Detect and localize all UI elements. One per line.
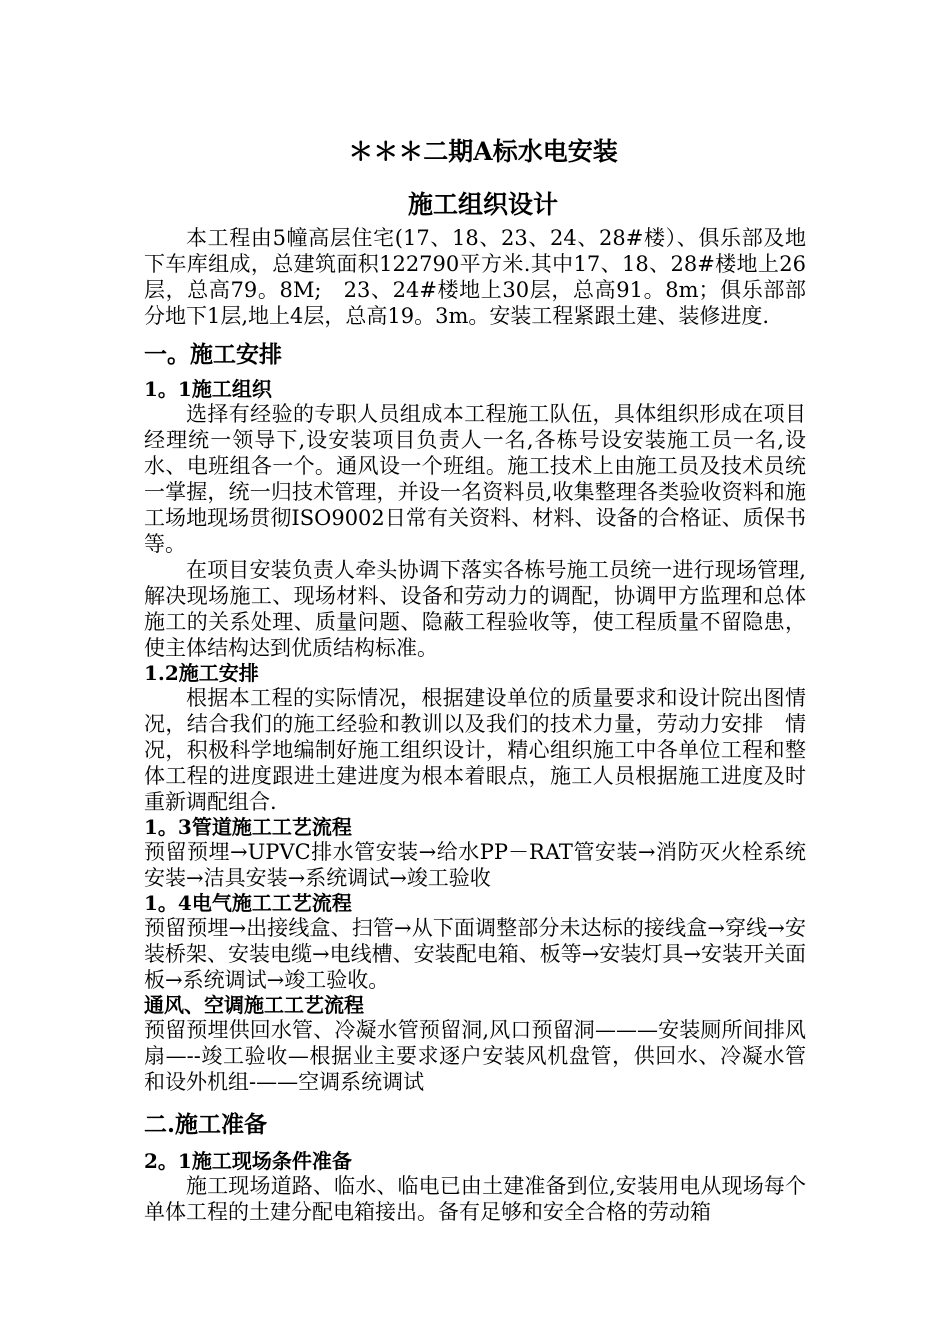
section-1-3-heading: 1。3管道施工工艺流程 [144, 815, 352, 839]
document-title: ＊＊＊二期A标水电安装 [348, 137, 618, 166]
section-1-5-heading: 通风、空调施工工艺流程 [144, 993, 364, 1017]
section-1-2-paragraph: 根据本工程的实际情况，根据建设单位的质量要求和设计院出图情况，结合我们的施工经验和教训以及我们的技术力量，劳动力安排 情况，积极科学地编制好施工组织设计，精心组织施工中各单位工程和整体工程的进度跟进土建进度为根本着眼点，施工人员根据施工进度及时重新调配组合. [144, 686, 806, 814]
section-1-4-heading: 1。4电气施工工艺流程 [144, 891, 352, 915]
section-2-1-heading: 2。1施工现场条件准备 [144, 1149, 352, 1173]
section-1-heading: 一。施工安排 [144, 341, 282, 368]
section-1-3-paragraph: 预留预埋→UPVC排水管安装→给水PP－RAT管安装→消防灭火栓系统安装→洁具安装→系统调试→竣工验收 [144, 840, 806, 890]
section-2-1-paragraph: 施工现场道路、临水、临电已由土建准备到位,安装用电从现场每个单体工程的土建分配电箱接出。备有足够和安全合格的劳动箱 [144, 1174, 806, 1224]
section-2-heading: 二.施工准备 [144, 1111, 268, 1138]
section-1-1-paragraph-2: 在项目安装负责人牵头协调下落实各栋号施工员统一进行现场管理,解决现场施工、现场材料、设备和劳动力的调配，协调甲方监理和总体施工的关系处理、质量问题、隐蔽工程验收等，使工程质量不留隐患，使主体结构达到优质结构标准。 [144, 558, 806, 660]
section-1-1-paragraph-1: 选择有经验的专职人员组成本工程施工队伍，具体组织形成在项目经理统一领导下,设安装项目负责人一名,各栋号设安装施工员一名,设水、电班组各一个。通风设一个班组。施工技术上由施工员及技术员统一掌握，统一归技术管理，并设一名资料员,收集整理各类验收资料和施工场地现场贯彻ISO9002日常有关资料、材料、设备的合格证、质保书等。 [144, 402, 806, 556]
section-1-2-heading: 1.2施工安排 [144, 661, 259, 685]
section-1-5-paragraph: 预留预埋供回水管、冷凝水管预留洞,风口预留洞———安装厕所间排风扇—--竣工验收—根据业主要求逐户安装风机盘管，供回水、冷凝水管和设外机组-——空调系统调试 [144, 1018, 806, 1094]
intro-paragraph: 本工程由5幢高层住宅(17、18、23、24、28#楼）、俱乐部及地下车库组成，总建筑面积122790平方米.其中17、18、28#楼地上26层，总高79。8M; 23、24#楼地上30层，总高91。8m；俱乐部部分地下1层,地上4层，总高19。3m。安装工程紧跟土建、装修进度. [144, 226, 806, 328]
section-1-4-paragraph: 预留预埋→出接线盒、扫管→从下面调整部分未达标的接线盒→穿线→安装桥架、安装电缆→电线槽、安装配电箱、板等→安装灯具→安装开关面板→系统调试→竣工验收。 [144, 916, 806, 992]
document-subtitle: 施工组织设计 [407, 190, 558, 219]
document-page [144, 128, 806, 1225]
section-1-1-heading: 1。1施工组织 [144, 377, 272, 401]
